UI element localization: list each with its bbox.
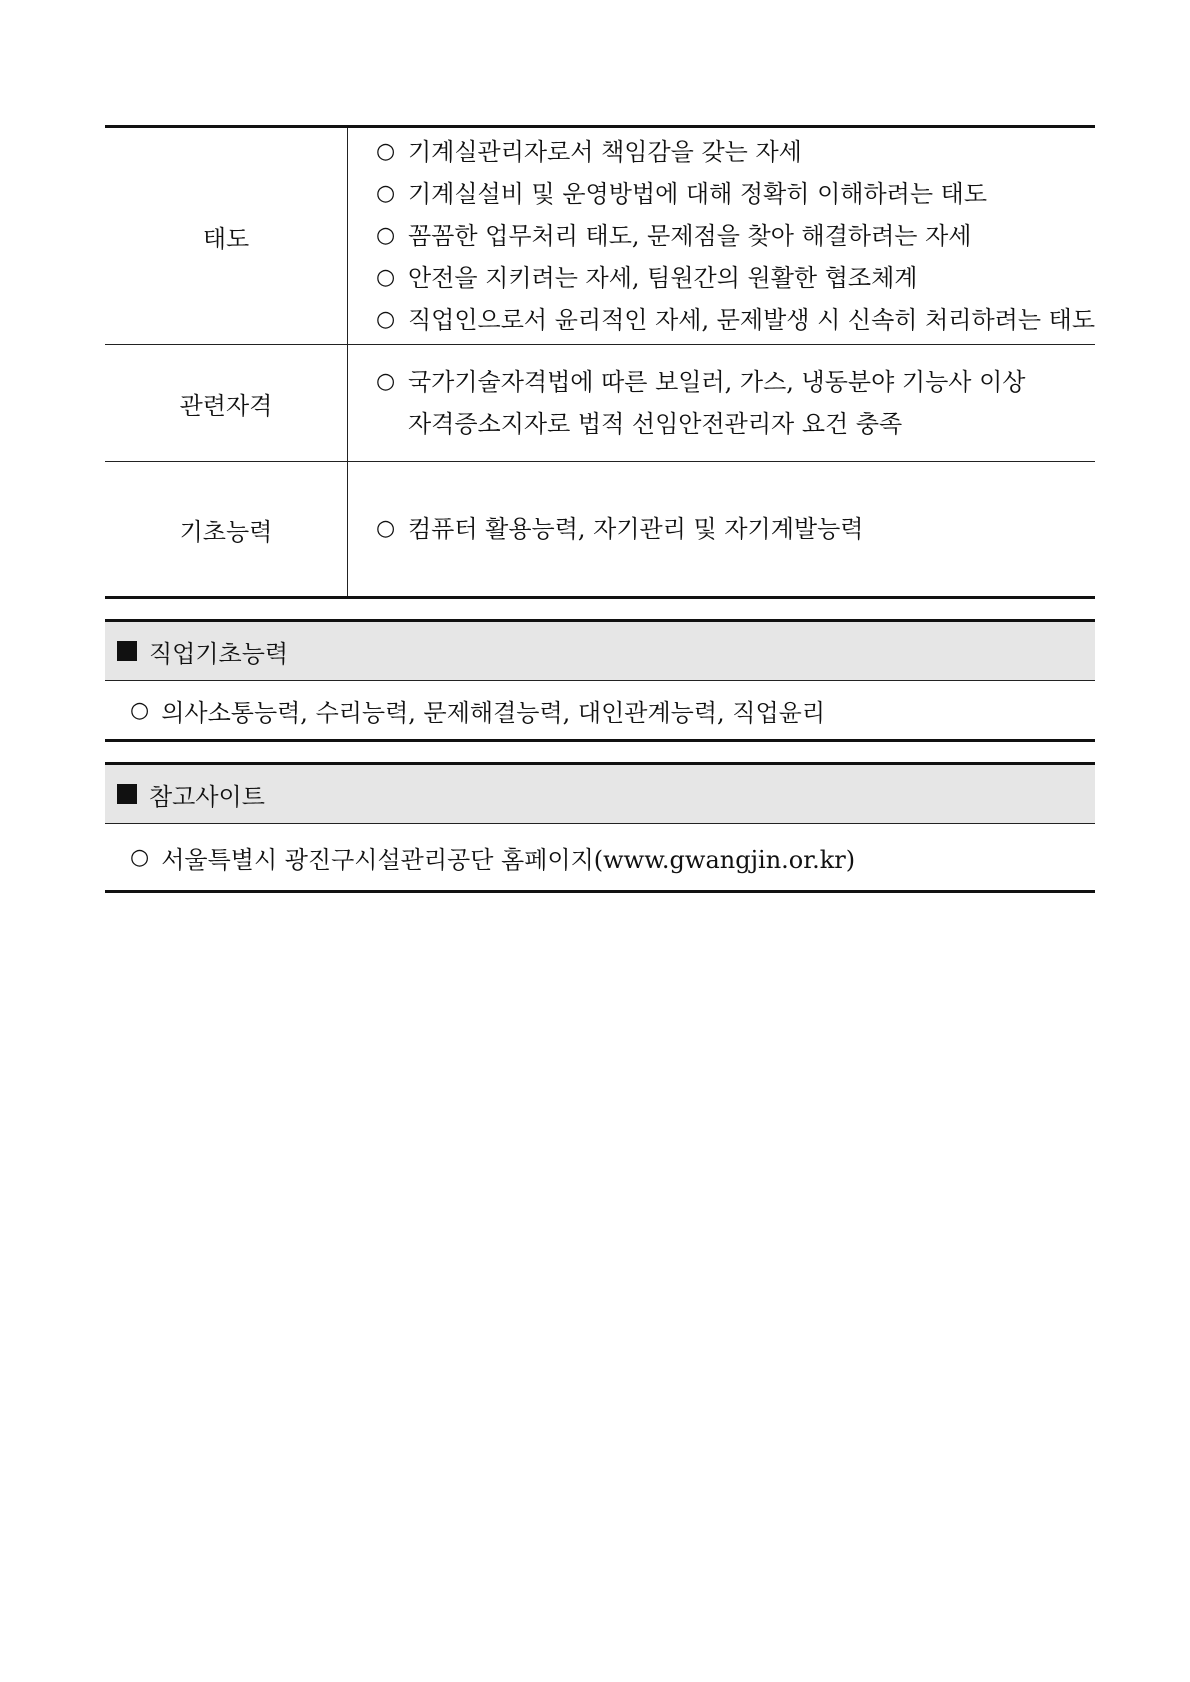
row-content-certification [348, 345, 1096, 462]
list-item [376, 257, 1095, 299]
section-body [105, 681, 1095, 739]
circle-bullet-icon: ○ [376, 139, 396, 164]
table-row-certification [105, 345, 1095, 462]
circle-bullet-icon: ○ [130, 844, 150, 870]
row-content-basic-ability [348, 462, 1096, 598]
square-bullet-icon [117, 784, 137, 804]
circle-bullet-icon: ○ [130, 697, 150, 723]
circle-bullet-icon: ○ [376, 307, 396, 332]
square-bullet-icon [117, 641, 137, 661]
row-label-attitude: 태도 [105, 127, 348, 345]
section-body [105, 824, 1095, 890]
section-basic-skills [105, 619, 1095, 742]
section-header [105, 765, 1095, 824]
list-item [376, 508, 1095, 550]
circle-bullet-icon: ○ [376, 181, 396, 206]
table-row-basic-ability [105, 462, 1095, 598]
competency-table [105, 125, 1095, 599]
list-item [376, 299, 1095, 341]
section-title: 직업기초능력 [149, 639, 289, 668]
list-item [376, 131, 1095, 173]
circle-bullet-icon: ○ [376, 265, 396, 290]
row-content-attitude [348, 127, 1096, 345]
list-item-text: 컴퓨터 활용능력, 자기관리 및 자기계발능력 [408, 515, 864, 543]
reference-site-link[interactable]: 서울특별시 광진구시설관리공단 홈페이지(www.gwangjin.or.kr) [161, 845, 856, 874]
section-header [105, 622, 1095, 681]
list-item-text: 꼼꼼한 업무처리 태도, 문제점을 찾아 해결하려는 자세 [408, 222, 972, 250]
circle-bullet-icon: ○ [376, 369, 396, 394]
document-page [105, 125, 1095, 893]
list-item-text: 기계실관리자로서 책임감을 갖는 자세 [408, 138, 802, 166]
list-item-text: 안전을 지키려는 자세, 팀원간의 원활한 협조체계 [408, 264, 918, 292]
list-item [376, 173, 1095, 215]
list-item [376, 215, 1095, 257]
list-item-text: 기계실설비 및 운영방법에 대해 정확히 이해하려는 태도 [408, 180, 988, 208]
circle-bullet-icon: ○ [376, 516, 396, 541]
list-item-text-line-1: 국가기술자격법에 따른 보일러, 가스, 냉동분야 기능사 이상 [408, 368, 1026, 396]
circle-bullet-icon: ○ [376, 223, 396, 248]
section-title: 참고사이트 [149, 782, 265, 811]
list-item [376, 361, 1095, 445]
section-reference-sites [105, 762, 1095, 893]
table-row-attitude [105, 127, 1095, 345]
row-label-basic-ability: 기초능력 [105, 462, 348, 598]
list-item-text: 직업인으로서 윤리적인 자세, 문제발생 시 신속히 처리하려는 태도 [408, 306, 1095, 334]
row-label-certification: 관련자격 [105, 345, 348, 462]
section-content: 의사소통능력, 수리능력, 문제해결능력, 대인관계능력, 직업윤리 [161, 698, 826, 727]
list-item-text-line-2: 자격증소지자로 법적 선임안전관리자 요건 충족 [408, 410, 903, 438]
